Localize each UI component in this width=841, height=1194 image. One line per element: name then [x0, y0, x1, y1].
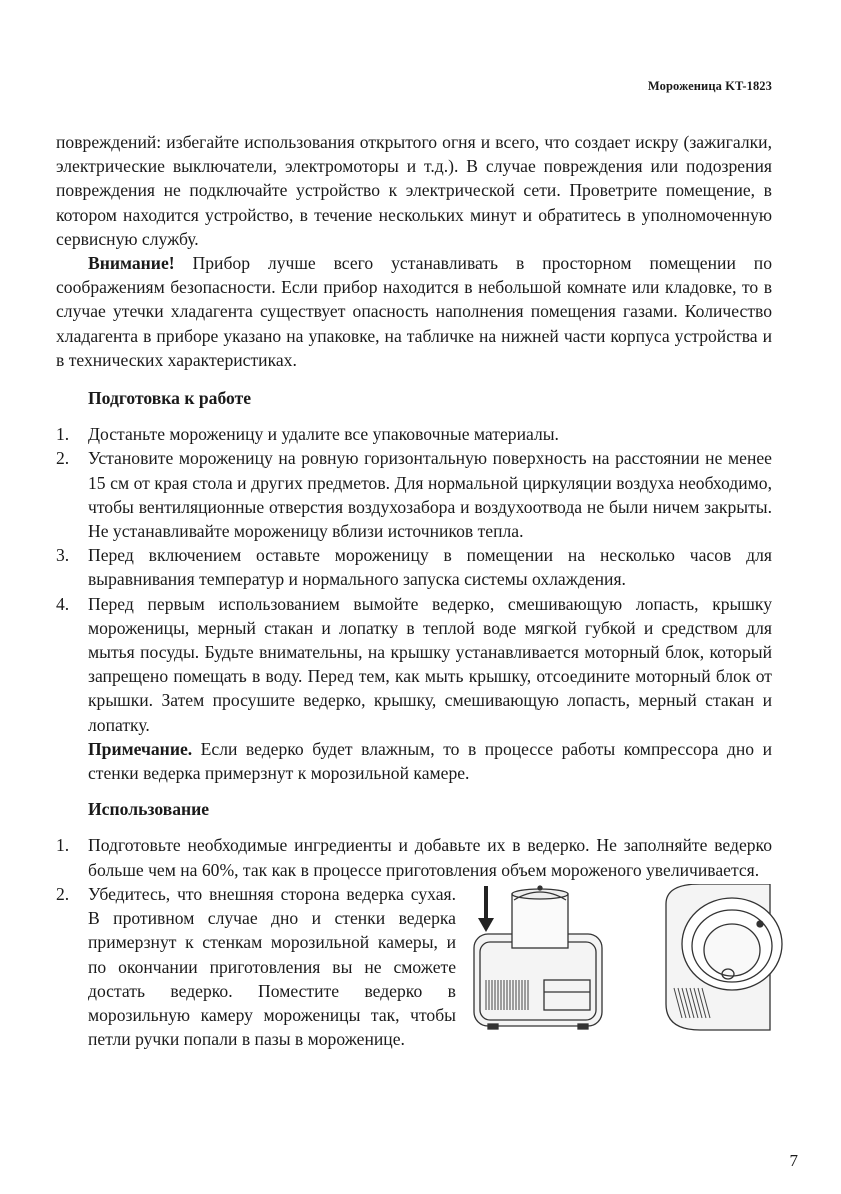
machine-front-view	[474, 886, 602, 1029]
section-title-prep: Подготовка к работе	[88, 388, 252, 409]
list-item	[56, 882, 772, 1051]
list-text: Достаньте мороженицу и удалите все упаковочные материалы.	[88, 424, 559, 445]
list-number: 2.	[56, 448, 70, 469]
down-arrow-icon	[478, 886, 494, 932]
intro-paragraph: повреждений: избегайте использования открытого огня и всего, что создает искру (зажигалки, электрические выключатели, электромоторы и т.д.). В случае повреждения или подозрения повреждения не подключайте устройство к электрической сети. Проветрите помещение, в котором находится устройство, в течение нескольких минут и обратитесь в уполномоченную сервисную службу.	[56, 132, 772, 249]
machine-top-view	[666, 884, 782, 1030]
list-item	[56, 592, 772, 737]
list-item	[56, 446, 772, 543]
page-body	[56, 130, 772, 1051]
list-item	[56, 422, 772, 446]
note-paragraph	[56, 737, 772, 785]
list-number: 4.	[56, 593, 70, 614]
list-number: 3.	[56, 545, 70, 566]
warning-paragraph	[56, 251, 772, 372]
ice-cream-maker-illustration	[470, 884, 784, 1034]
running-header: Мороженица KT-1823	[647, 79, 772, 93]
section-title-use: Использование	[88, 799, 210, 820]
list-text: Установите мороженицу на ровную горизонтальную поверхность на расстоянии не менее 15 см от края стола и других предметов. Для нормальной циркуляции воздуха необходимо, чтобы вентиляционные отверстия воздухозабора и воздухоотвода не были ничем закрыты. Не устанавливайте мороженицу вблизи источников тепла.	[88, 448, 772, 542]
list-text: Перед первым использованием вымойте ведерко, смешивающую лопасть, крышку мороженицы, мерный стакан и лопатку в теплой воде мягкой губкой и средством для мытья посуды. Будьте внимательны, на крышку устанавливается моторный блок, который запрещено помещать в воду. Перед тем, как мыть крышку, отсоедините моторный блок от крышки. Затем просушите ведерко, крышку, смешивающую лопасть, мерный стакан и лопатку.	[88, 593, 772, 735]
list-number: 2.	[56, 883, 70, 904]
list-item	[56, 543, 772, 591]
note-text: Если ведерко будет влажным, то в процессе работы компрессора дно и стенки ведерка примерзнут к морозильной камере.	[88, 738, 772, 784]
prep-list	[56, 422, 772, 737]
list-number: 1.	[56, 835, 70, 856]
list-item	[56, 833, 772, 881]
list-text: Перед включением оставьте мороженицу в помещении на несколько часов для выравнивания температур и нормального запуска системы охлаждения.	[88, 545, 772, 590]
figure-bucket-insert	[470, 884, 784, 1034]
warning-text: Прибор лучше всего устанавливать в просторном помещении по соображениям безопасности. Если прибор находится в небольшой комнате или кладовке, то в случае утечки хладагента существует опасность наполнения помещения газами. Количество хладагента в приборе указано на упаковке, на табличке на нижней части корпуса устройства и в технических характеристиках.	[56, 253, 772, 370]
list-number: 1.	[56, 424, 70, 445]
page-number: 7	[789, 1151, 798, 1170]
list-text: Подготовьте необходимые ингредиенты и добавьте их в ведерко. Не заполняйте ведерко больше чем на 60%, так как в процессе приготовления объем мороженого увеличивается.	[88, 835, 772, 880]
warning-label: Внимание!	[88, 253, 175, 274]
note-label: Примечание.	[88, 738, 193, 759]
use-list	[56, 833, 772, 1051]
list-text: Убедитесь, что внешняя сторона ведерка сухая. В противном случае дно и стенки ведерка примерзнут к стенкам морозильной камеры, и по окончании приготовления вы не сможете достать ведерко. Поместите ведерко в морозильную камеру мороженицы так, чтобы петли ручки попали в пазы в мороженице.	[88, 883, 456, 1050]
